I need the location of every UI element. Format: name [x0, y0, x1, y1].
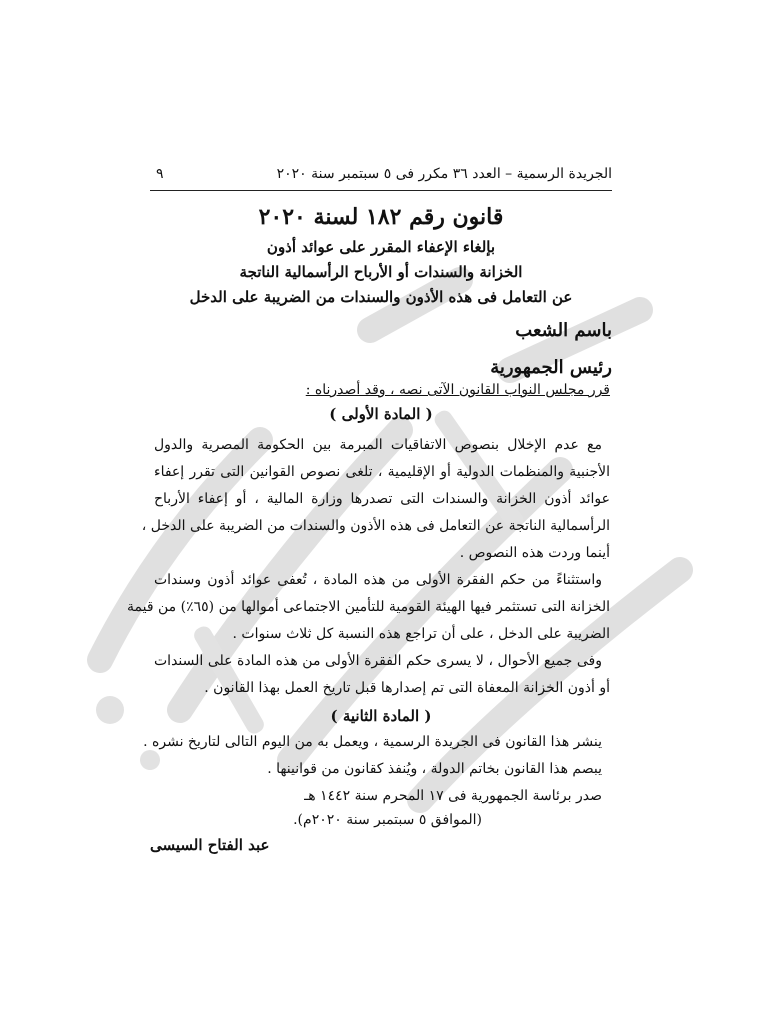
article-1-line: وفى جميع الأحوال ، لا يسرى حكم الفقرة الأولى من هذه المادة على السندات — [154, 653, 602, 669]
article-1-line: أينما وردت هذه النصوص . — [459, 545, 610, 561]
issued-date-gregorian: (الموافق ٥ سبتمبر سنة ٢٠٢٠م). — [293, 812, 482, 828]
law-title: قانون رقم ١٨٢ لسنة ٢٠٢٠ — [258, 204, 504, 230]
article-1-line: الرأسمالية الناتجة عن التعامل فى هذه الأذون والسندات من الضريبة على الدخل ، — [141, 518, 610, 534]
law-subject-line-1: بإلغاء الإعفاء المقرر على عوائد أذون — [266, 238, 496, 256]
article-1-line: مع عدم الإخلال بنصوص الاتفاقيات المبرمة بين الحكومة المصرية والدول — [154, 437, 602, 453]
president-signature: عبد الفتاح السيسى — [150, 836, 270, 854]
law-subject-line-2: الخزانة والسندات أو الأرباح الرأسمالية الناتجة — [239, 263, 523, 281]
issued-date-hijri: صدر برئاسة الجمهورية فى ١٧ المحرم سنة ١٤٤٢ هـ — [304, 788, 602, 804]
in-the-name-of-people: باسم الشعب — [515, 320, 612, 341]
running-header — [150, 166, 612, 188]
enactment-intro: قرر مجلس النواب القانون الآتى نصه ، وقد أصدرناه : — [305, 382, 610, 398]
president-heading: رئيس الجمهورية — [490, 357, 612, 378]
article-1-line: واستثناءً من حكم الفقرة الأولى من هذه المادة ، تُعفى عوائد أذون وسندات — [154, 572, 602, 588]
article-2-heading: ( المادة الثانية ) — [330, 707, 432, 725]
article-2-line: يبصم هذا القانون بخاتم الدولة ، ويُنفذ كقانون من قوانينها . — [267, 761, 602, 777]
article-1-line: أو أذون الخزانة المعفاة التى تم إصدارها قبل تاريخ العمل بهذا القانون . — [204, 680, 610, 696]
article-2-line: ينشر هذا القانون فى الجريدة الرسمية ، ويعمل به من اليوم التالى لتاريخ نشره . — [143, 734, 602, 750]
article-1-line: عوائد أذون الخزانة والسندات التى تصدرها وزارة المالية ، أو إعفاء الأرباح — [154, 491, 610, 507]
page-number: ٩ — [156, 166, 164, 182]
header-title: الجريدة الرسمية – العدد ٣٦ مكرر فى ٥ سبتمبر سنة ٢٠٢٠ — [276, 166, 612, 182]
article-1-line: الخزانة التى تستثمر فيها الهيئة القومية للتأمين الاجتماعى أموالها من (٦٥٪) من قيمة — [127, 599, 610, 615]
header-rule — [150, 190, 612, 191]
article-1-line: الضريبة على الدخل ، على أن تراجع هذه النسبة كل ثلاث سنوات . — [232, 626, 610, 642]
article-1-line: الأجنبية والمنظمات الدولية أو الإقليمية ، تلغى نصوص القوانين التى تقرر إعفاء — [154, 464, 610, 480]
law-subject-line-3: عن التعامل فى هذه الأذون والسندات من الضريبة على الدخل — [189, 288, 573, 306]
article-1-heading: ( المادة الأولى ) — [329, 405, 433, 423]
